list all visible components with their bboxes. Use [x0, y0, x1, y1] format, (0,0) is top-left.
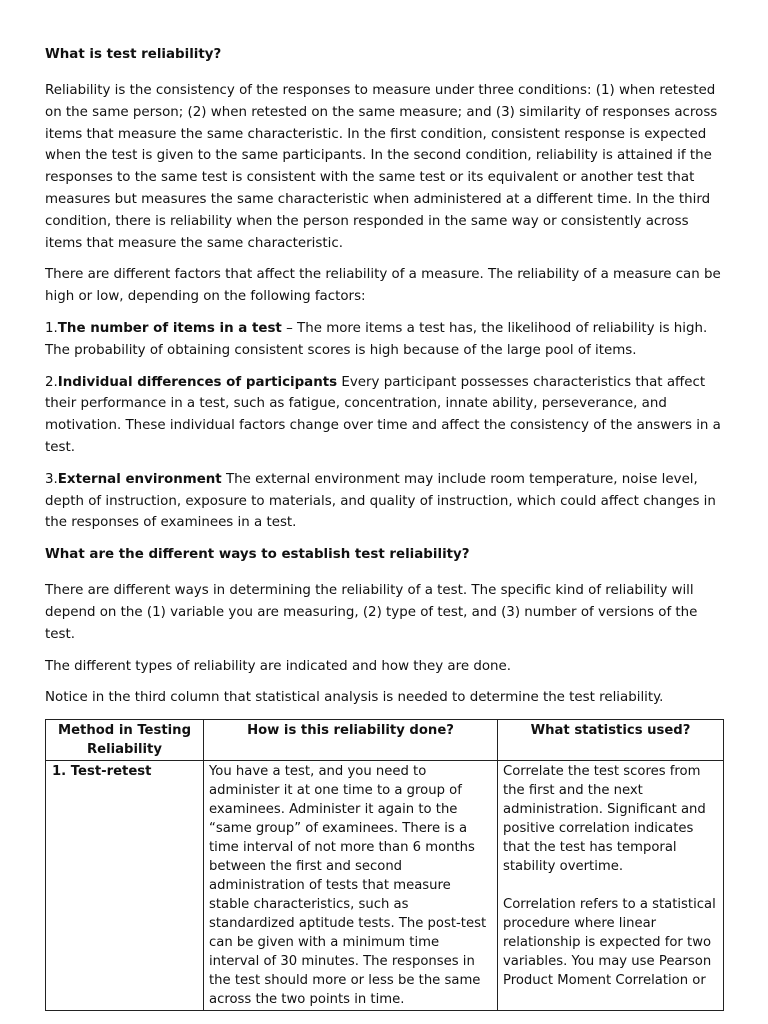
cell-how: You have a test, and you need to administer it at one time to a group of examinees. Administer it again to the “same group” of examinees. There is a time interval of not more than 6 months between the first and second administration of tests that measure stable characteristics, such as standardized aptitude tests. The post-test can be given with a minimum time interval of 30 minutes. The responses in the test should more or less be the same across the two points in time. [204, 761, 498, 1011]
heading-test-reliability: What is test reliability? [45, 47, 222, 62]
paragraph-third-column-note: Notice in the third column that statistical analysis is needed to determine the test reliability. [45, 690, 664, 706]
factor-number: 1. [45, 320, 58, 336]
heading-ways-to-establish-reliability: What are the different ways to establish test reliability? [45, 547, 470, 563]
factor-text: – The more items a test has, the likelihood of reliability is high. The probability of obtaining consistent scores is high because of the large pool of items. [45, 320, 708, 358]
factor-number: 2. [45, 374, 58, 390]
statistics-text-1: Correlate the test scores from the first and the next administration. Significant and positive correlation indicates that the test has temporal stability overtime. [503, 764, 706, 875]
factor-number: 3. [45, 471, 58, 487]
factor-title: Individual differences of participants [57, 374, 338, 390]
cell-method: 1. Test-retest [46, 761, 204, 1011]
table-header-row [46, 720, 724, 761]
document-page [45, 44, 725, 1011]
factor-item-3 [45, 469, 725, 534]
paragraph-reliability-definition: Reliability is the consistency of the responses to measure under three conditions: (1) when retested on the same person; (2) when retested on the same measure; and (3) similarity of responses across items that measure the same characteristic. In the first condition, consistent response is expected when the test is given to the same participants. In the second condition, reliability is attained if the responses to the same test is consistent with the same test or its equivalent or another test that measures but measures the same characteristic when administered at a different time. In the third condition, there is reliability when the person responded in the same way or consistently across items that measure the same characteristic. [45, 83, 718, 251]
reliability-methods-table [45, 719, 724, 1011]
paragraph-types-intro: The different types of reliability are indicated and how they are done. [45, 658, 512, 674]
column-header-method: Method in Testing Reliability [46, 720, 204, 761]
paragraph-reliability-factors-intro: There are different factors that affect the reliability of a measure. The reliability of a measure can be high or low, depending on the following factors: [45, 267, 721, 305]
factor-title: The number of items in a test [57, 320, 282, 336]
factor-item-2 [45, 372, 725, 459]
factor-text: Every participant possesses characteristics that affect their performance in a test, such as fatigue, concentration, innate ability, perseverance, and motivation. These individual factors change over time and affect the consistency of the answers in a test. [45, 374, 721, 455]
factor-text: The external environment may include room temperature, noise level, depth of instruction, exposure to materials, and quality of instruction, which could affect changes in the responses of examinees in a test. [45, 471, 716, 531]
statistics-text-2: Correlation refers to a statistical procedure where linear relationship is expected for two variables. You may use Pearson Product Moment Correlation or [503, 897, 716, 989]
column-header-how: How is this reliability done? [204, 720, 498, 761]
table-row [46, 761, 724, 1011]
paragraph-ways-intro: There are different ways in determining the reliability of a test. The specific kind of reliability will depend on the (1) variable you are measuring, (2) type of test, and (3) number of versions of the test. [45, 583, 698, 642]
cell-statistics [498, 761, 724, 1011]
factor-item-1 [45, 318, 725, 362]
factor-title: External environment [57, 471, 222, 487]
column-header-statistics: What statistics used? [498, 720, 724, 761]
